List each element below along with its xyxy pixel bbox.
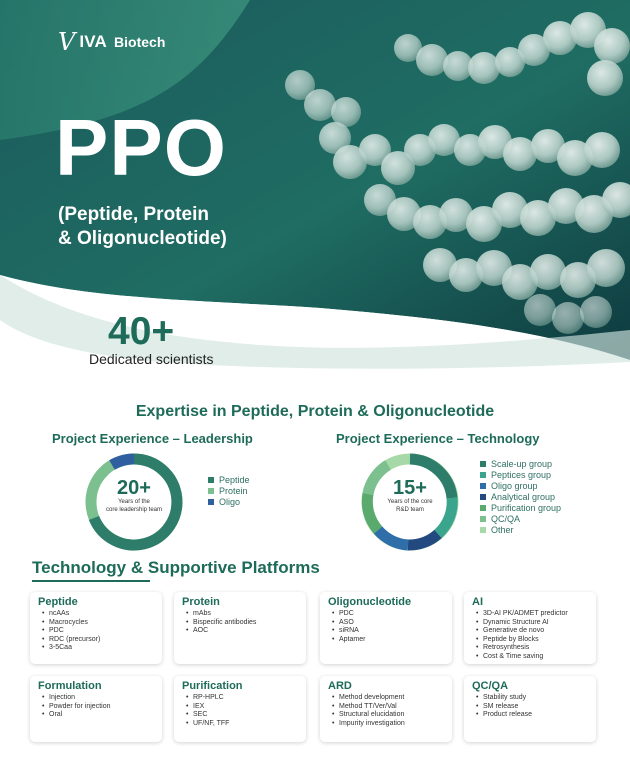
card-item: • Oral [44, 711, 154, 720]
technology-title: Project Experience – Technology [336, 431, 540, 446]
tech-segment-oligo [378, 530, 408, 545]
legend-label: Purification group [491, 502, 562, 513]
card-item: • mAbs [188, 610, 298, 619]
card-item: • Generative de novo [478, 627, 588, 636]
legend-label: Peptices group [491, 469, 552, 480]
legend-swatch [480, 505, 486, 511]
brand-logo [58, 30, 165, 54]
legend-item [480, 469, 561, 480]
card-item: • Retrosynthesis [478, 644, 588, 653]
card-list [328, 694, 444, 728]
card-item: • PDC [44, 627, 154, 636]
card-title: AI [472, 596, 483, 608]
leadership-segment-oligo [112, 459, 134, 465]
card-item: • UF/NF, TFF [188, 720, 298, 729]
platforms-title: Technology & Supportive Platforms [32, 558, 320, 577]
card-item: • Structural elucidation [334, 711, 444, 720]
card-item: • PDC [334, 610, 444, 619]
card-item: • Stability study [478, 694, 588, 703]
card-item: • 3-5Caa [44, 644, 154, 653]
card-item: • RDC (precursor) [44, 636, 154, 645]
technology-center [376, 478, 444, 514]
card-item: • Cost & Time saving [478, 653, 588, 662]
card-title: Protein [182, 596, 220, 608]
leadership-title: Project Experience – Leadership [52, 431, 253, 446]
card-list [328, 610, 444, 644]
card-item: • RP-HPLC [188, 694, 298, 703]
card-item: • Impurity investigation [334, 720, 444, 729]
technology-legend [480, 458, 561, 535]
card-item: • Powder for injection [44, 703, 154, 712]
legend-item [480, 491, 561, 502]
platform-card-qcqa [464, 676, 596, 742]
platform-card-protein [174, 592, 306, 664]
card-list [182, 694, 298, 728]
card-item: • Method development [334, 694, 444, 703]
scientists-count: 40+ [108, 310, 175, 353]
leadership-center [100, 478, 168, 514]
hero-subtitle [58, 203, 227, 251]
brand-mark: V [58, 28, 76, 56]
card-item: • AOC [188, 627, 298, 636]
card-item: • IEX [188, 703, 298, 712]
legend-label: Scale-up group [491, 458, 553, 469]
hero-banner [0, 0, 630, 370]
legend-swatch [480, 461, 486, 467]
legend-item [480, 480, 561, 491]
card-list [38, 610, 154, 653]
card-list [472, 610, 588, 661]
card-item: • Aptamer [334, 636, 444, 645]
platforms-title-underline [32, 580, 150, 582]
leadership-center-caption2: core leadership team [105, 507, 163, 513]
hero-title: PPO [55, 103, 227, 192]
legend-swatch [208, 499, 214, 505]
card-item: • Product release [478, 711, 588, 720]
leadership-legend [208, 474, 250, 507]
legend-swatch [480, 516, 486, 522]
card-title: Peptide [38, 596, 78, 608]
legend-swatch [480, 494, 486, 500]
card-item: • Peptide by Blocks [478, 636, 588, 645]
platform-card-ard [320, 676, 452, 742]
card-item: • SM release [478, 703, 588, 712]
platform-card-oligonucleotide [320, 592, 452, 664]
legend-label: Other [491, 524, 514, 535]
card-item: • SEC [188, 711, 298, 720]
expertise-title: Expertise in Peptide, Protein & Oligonucleotide [135, 403, 495, 420]
platform-card-purification [174, 676, 306, 742]
legend-item [208, 496, 250, 507]
legend-item [208, 474, 250, 485]
legend-label: Oligo [219, 496, 241, 507]
brand-suffix: Biotech [114, 34, 166, 50]
card-item: • Injection [44, 694, 154, 703]
legend-item [480, 502, 561, 513]
technology-center-caption1: Years of the core [387, 499, 433, 505]
legend-label: Oligo group [491, 480, 538, 491]
card-title: Formulation [38, 680, 102, 692]
card-title: ARD [328, 680, 352, 692]
legend-label: Analytical group [491, 491, 556, 502]
card-list [472, 694, 588, 720]
card-item: • Macrocycles [44, 619, 154, 628]
card-item: • siRNA [334, 627, 444, 636]
card-title: Oligonucleotide [328, 596, 412, 608]
tech-segment-analytical [408, 534, 438, 545]
hero-subtitle-line2: & Oligonucleotide) [58, 228, 227, 249]
card-title: QC/QA [472, 680, 509, 692]
card-title: Purification [182, 680, 243, 692]
legend-label: Peptide [219, 474, 250, 485]
card-item: • ASO [334, 619, 444, 628]
leadership-center-value: 20+ [117, 477, 151, 499]
card-item: • Bispecific antibodies [188, 619, 298, 628]
legend-label: Protein [219, 485, 248, 496]
platform-card-ai [464, 592, 596, 664]
hero-subtitle-line1: (Peptide, Protein [58, 204, 209, 225]
technology-center-caption2: R&D team [396, 507, 424, 513]
technology-center-value: 15+ [393, 477, 427, 499]
brand-name: IVA [79, 32, 108, 51]
card-item: • Dynamic Structure AI [478, 619, 588, 628]
legend-swatch [208, 488, 214, 494]
legend-item [480, 458, 561, 469]
legend-item [480, 513, 561, 524]
card-item: • Method TT/Ver/Val [334, 703, 444, 712]
legend-item [480, 524, 561, 535]
legend-item [208, 485, 250, 496]
card-item: • ncAAs [44, 610, 154, 619]
scientists-label: Dedicated scientists [89, 351, 214, 367]
leadership-center-caption1: Years of the [118, 499, 150, 505]
platform-card-formulation [30, 676, 162, 742]
legend-label: QC/QA [491, 513, 521, 524]
card-list [182, 610, 298, 636]
legend-swatch [480, 527, 486, 533]
card-list [38, 694, 154, 720]
legend-swatch [480, 472, 486, 478]
legend-swatch [208, 477, 214, 483]
card-item: • 3D-AI PK/ADMET predictor [478, 610, 588, 619]
platform-card-peptide [30, 592, 162, 664]
legend-swatch [480, 483, 486, 489]
